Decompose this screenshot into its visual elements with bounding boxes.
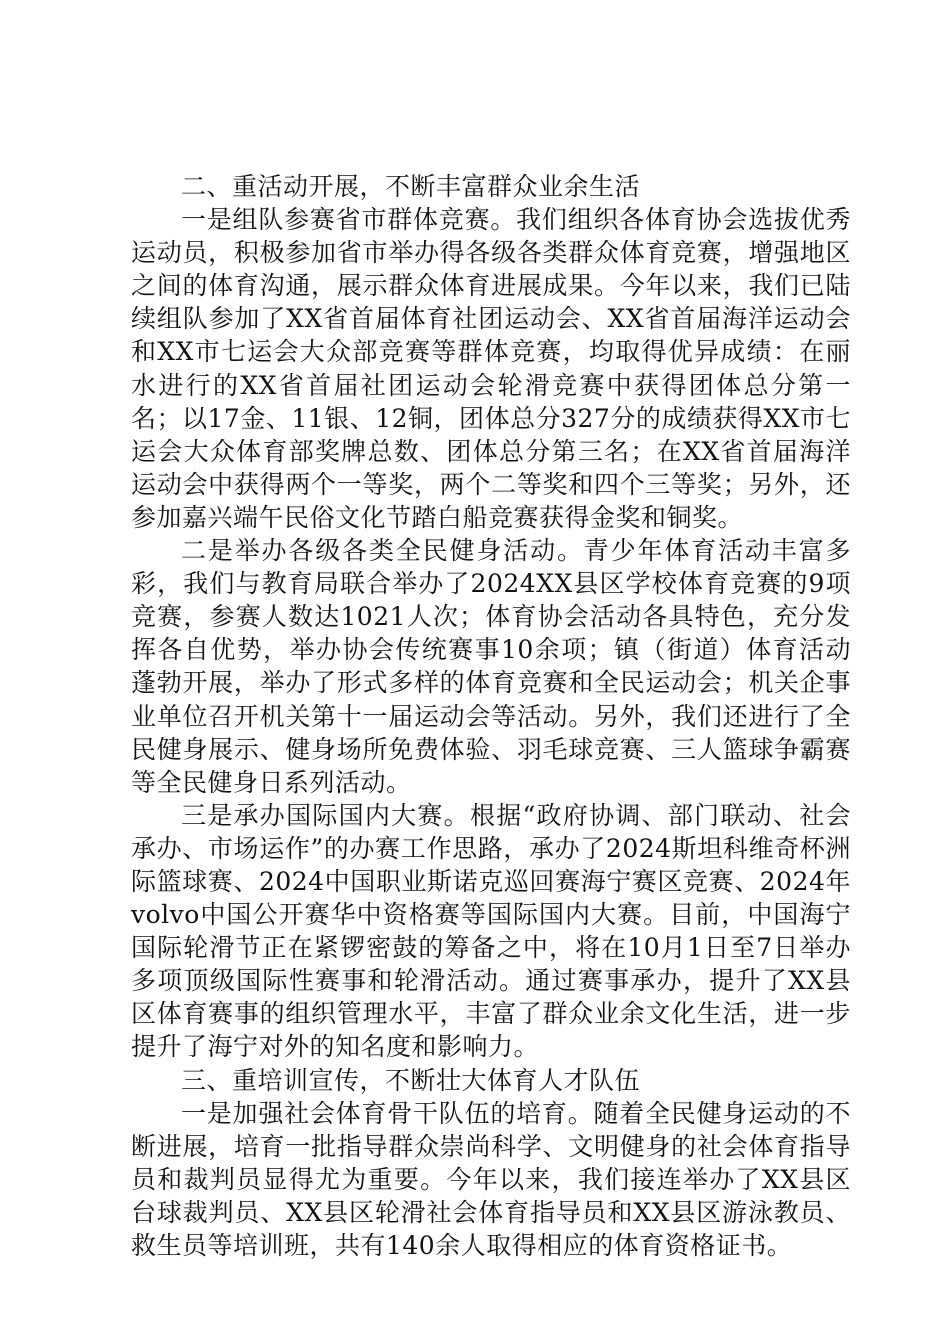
section-heading: 三、重培训宣传，不断壮大体育人才队伍 bbox=[181, 1065, 641, 1095]
document-body bbox=[131, 170, 851, 1262]
paragraph: 三是承办国际国内大赛。根据“政府协调、部门联动、社会承办、市场运作”的办赛工作思路，承办了2024斯坦科维奇杯洲际篮球赛、2024中国职业斯诺克巡回赛海宁赛区竞赛、2024年volvo中国公开赛华中资格赛等国际国内大赛。目前，中国海宁国际轮滑节正在紧锣密鼓的筹备之中，将在10月1日至7日举办多项顶级国际性赛事和轮滑活动。通过赛事承办，提升了XX县区体育赛事的组织管理水平，丰富了群众业余文化生活，进一步提升了海宁对外的知名度和影响力。 bbox=[131, 800, 851, 1062]
paragraph: 二是举办各级各类全民健身活动。青少年体育活动丰富多彩，我们与教育局联合举办了2024XX县区学校体育竞赛的9项竞赛，参赛人数达1021人次；体育协会活动各具特色，充分发挥各自优势，举办协会传统赛事10余项；镇（街道）体育活动蓬勃开展，举办了形式多样的体育竞赛和全民运动会；机关企事业单位召开机关第十一届运动会等活动。另外，我们还进行了全民健身展示、健身场所免费体验、羽毛球竞赛、三人篮球争霸赛等全民健身日系列活动。 bbox=[131, 536, 851, 797]
paragraph: 一是组队参赛省市群体竞赛。我们组织各体育协会选拔优秀运动员，积极参加省市举办得各级各类群众体育竞赛，增强地区之间的体育沟通，展示群众体育进展成果。今年以来，我们已陆续组队参加了XX省首届体育社团运动会、XX省首届海洋运动会和XX市七运会大众部竞赛等群体竞赛，均取得优异成绩：在丽水进行的XX省首届社团运动会轮滑竞赛中获得团体总分第一名；以17金、11银、12铜，团体总分327分的成绩获得XX市七运会大众体育部奖牌总数、团体总分第三名；在XX省首届海洋运动会中获得两个一等奖，两个二等奖和四个三等奖；另外，还参加嘉兴端午民俗文化节踏白船竞赛获得金奖和铜奖。 bbox=[131, 205, 851, 532]
paragraph: 一是加强社会体育骨干队伍的培育。随着全民健身运动的不断进展，培育一批指导群众崇尚科学、文明健身的社会体育指导员和裁判员显得尤为重要。今年以来，我们接连举办了XX县区台球裁判员、XX县区轮滑社会体育指导员和XX县区游泳教员、救生员等培训班，共有140余人取得相应的体育资格证书。 bbox=[131, 1098, 851, 1260]
section-heading: 二、重活动开展，不断丰富群众业余生活 bbox=[181, 172, 641, 201]
